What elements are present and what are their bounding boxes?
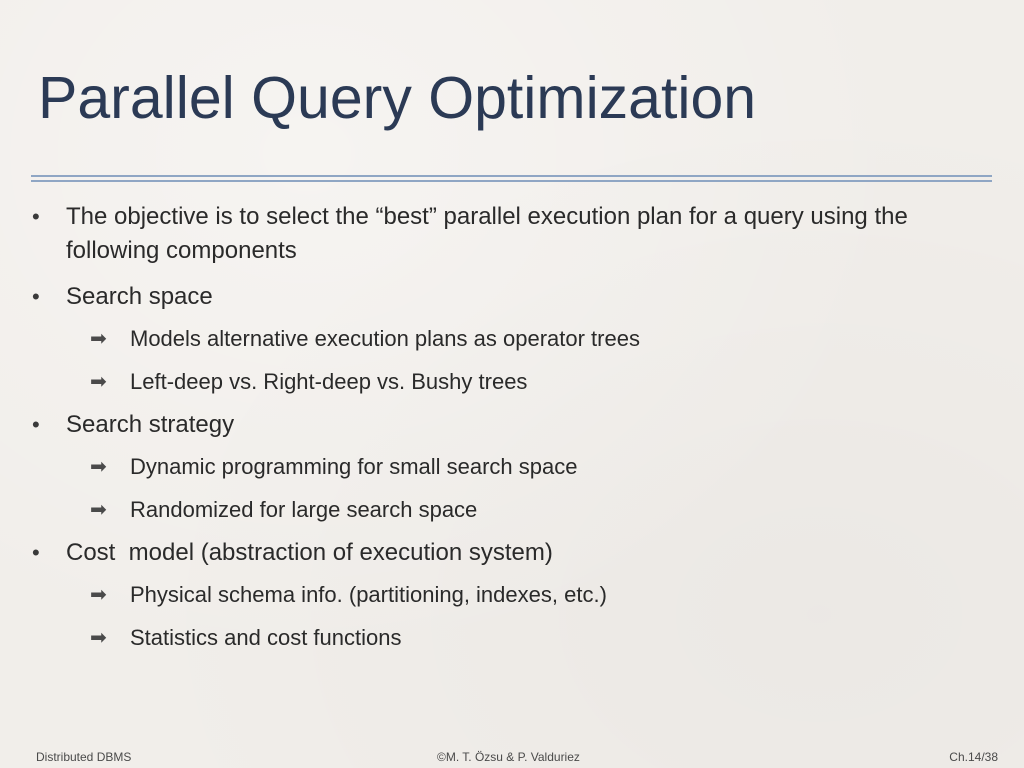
bullet-text: Cost model (abstraction of execution system) [66, 539, 553, 566]
sub-bullet-list [66, 450, 972, 527]
title-divider-top [31, 175, 992, 177]
arrow-right-icon: ➡ [90, 371, 107, 393]
bullet-dot-icon: • [32, 204, 40, 229]
bullet-list [32, 200, 972, 664]
bullet-search-space [32, 280, 972, 399]
bullet-dot-icon: • [32, 284, 40, 309]
sub-bullet [66, 578, 972, 612]
sub-bullet [66, 450, 972, 484]
sub-bullet-list [66, 578, 972, 655]
bullet-dot-icon: • [32, 540, 40, 565]
arrow-right-icon: ➡ [90, 584, 107, 606]
bullet-text: Search space [66, 283, 213, 310]
bullet-objective [32, 200, 972, 268]
arrow-right-icon: ➡ [90, 328, 107, 350]
arrow-right-icon: ➡ [90, 456, 107, 478]
sub-bullet-text: Models alternative execution plans as operator trees [130, 326, 640, 351]
arrow-right-icon: ➡ [90, 627, 107, 649]
sub-bullet [66, 365, 972, 399]
sub-bullet [66, 493, 972, 527]
sub-bullet-list [66, 322, 972, 399]
bullet-dot-icon: • [32, 412, 40, 437]
sub-bullet-text: Randomized for large search space [130, 497, 478, 522]
sub-bullet-text: Statistics and cost functions [130, 625, 402, 650]
title-divider-bottom [31, 180, 992, 182]
sub-bullet [66, 322, 972, 356]
footer-slide-number: Ch.14/38 [949, 750, 998, 764]
bullet-cost-model [32, 536, 972, 655]
sub-bullet [66, 621, 972, 655]
sub-bullet-text: Dynamic programming for small search space [130, 454, 578, 479]
sub-bullet-text: Physical schema info. (partitioning, indexes, etc.) [130, 582, 607, 607]
bullet-search-strategy [32, 408, 972, 527]
bullet-text: The objective is to select the “best” parallel execution plan for a query using the following components [66, 203, 908, 264]
footer-course-label: Distributed DBMS [36, 750, 132, 764]
sub-bullet-text: Left-deep vs. Right-deep vs. Bushy trees [130, 369, 528, 394]
footer-copyright: ©M. T. Özsu & P. Valduriez [437, 750, 580, 764]
bullet-text: Search strategy [66, 411, 235, 438]
arrow-right-icon: ➡ [90, 499, 107, 521]
slide-title: Parallel Query Optimization [38, 65, 757, 131]
